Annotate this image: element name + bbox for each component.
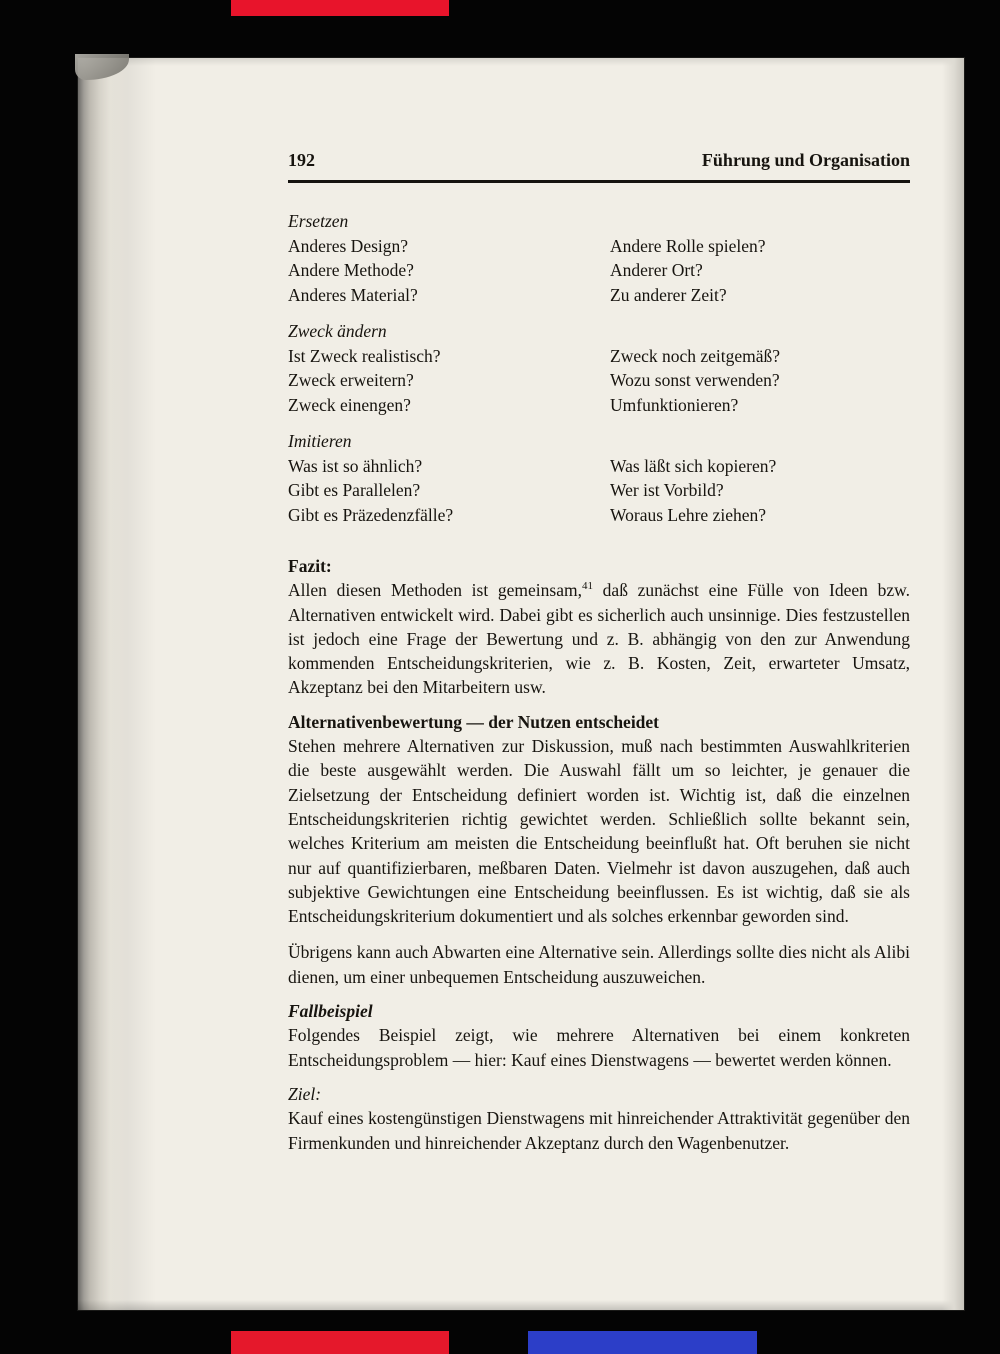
list-item: Zu anderer Zeit? xyxy=(610,284,727,305)
alternativenbewertung-heading: Alternativenbewertung — der Nutzen entscheidet xyxy=(288,711,660,732)
idea-list-left xyxy=(288,344,610,418)
book-page xyxy=(78,58,964,1310)
list-item: Gibt es Präzedenzfälle? xyxy=(288,504,454,525)
red-strip-top xyxy=(231,0,449,16)
list-item: Wer ist Vorbild? xyxy=(610,480,724,500)
list-item: Anderer Ort? xyxy=(610,260,703,280)
section-ersetzen xyxy=(288,209,910,307)
idea-list-left xyxy=(288,234,610,308)
page-content xyxy=(288,150,910,1155)
list-item: Was läßt sich kopieren? xyxy=(610,455,777,476)
blue-strip-bottom xyxy=(528,1331,757,1354)
section-alternativenbewertung xyxy=(288,710,910,989)
section-fallbeispiel xyxy=(288,999,910,1072)
idea-grid xyxy=(288,344,910,418)
fazit-paragraph xyxy=(288,578,910,699)
section-heading: Ersetzen xyxy=(288,211,349,231)
idea-list-left xyxy=(288,454,610,528)
idea-grid xyxy=(288,234,910,308)
section-fazit xyxy=(288,554,910,700)
running-header-title: Führung und Organisation xyxy=(701,150,910,170)
fallbeispiel-heading: Fallbeispiel xyxy=(288,1001,373,1022)
list-item: Zweck einengen? xyxy=(288,394,411,415)
idea-list-right xyxy=(610,234,910,308)
footnote-marker: 41 xyxy=(581,580,593,593)
ziel-paragraph: Kauf eines kostengünstigen Dienstwagens mit hinreichender Attraktivität gegenüber den Firmenkunden und hinreichender Akzeptanz durch den Wagenbenutzer. xyxy=(288,1108,910,1153)
list-item: Ist Zweck realistisch? xyxy=(288,345,441,366)
list-item: Wozu sonst verwenden? xyxy=(610,370,780,390)
list-item: Andere Methode? xyxy=(288,260,414,280)
fazit-heading: Fazit: xyxy=(288,556,332,576)
ziel-heading: Ziel: xyxy=(288,1083,322,1104)
running-header xyxy=(288,150,910,183)
idea-grid xyxy=(288,454,910,528)
alternativenbewertung-paragraph: Stehen mehrere Alternativen zur Diskussion, muß nach bestimmten Auswahlkriterien die beste ausgewählt werden. Die Auswahl fällt um so leichter, je genauer die Zielsetzung der Entscheidung definiert worden ist. Wichtig ist, daß die einzelnen Entscheidungskriterien richtig gewichtet werden. Schließlich sollte bekannt sein, welches Kriterium am meisten die Entscheidung beeinflußt hat. Oft beruhen sie nicht nur auf quantifizierbaren, meßbaren Daten. Vielmehr ist davon auszugehen, daß auch subjektive Gewichtungen eine Entscheidung beeinflussen. Es ist wichtig, daß sie als Entscheidungskriterium dokumentiert und als solches erkennbar geworden sind. xyxy=(288,736,910,927)
fallbeispiel-paragraph: Folgendes Beispiel zeigt, wie mehrere Alternativen bei einem konkreten Entscheidungsproblem — hier: Kauf eines Dienstwagens — bewertet werden können. xyxy=(288,1025,910,1070)
page-number: 192 xyxy=(288,150,315,170)
list-item: Andere Rolle spielen? xyxy=(610,235,766,256)
section-heading: Imitieren xyxy=(288,431,352,451)
fazit-text-post: daß zunächst eine Fülle von Ideen bzw. Alternativen entwickelt wird. Dabei gibt es sicherlich auch unsinnige. Dies festzustellen ist jedoch eine Frage der Bewertung und z. B. abhängig von den zur Anwendung kommenden Entscheidungskriterien, wie z. B. Kosten, Zeit, erwarteter Umsatz, Akzeptanz bei den Mitarbeitern usw. xyxy=(288,580,910,698)
idea-list-right xyxy=(610,454,910,528)
section-ziel xyxy=(288,1082,910,1155)
list-item: Umfunktionieren? xyxy=(610,394,739,415)
section-imitieren xyxy=(288,429,910,527)
page-curl xyxy=(75,54,129,80)
idea-list-right xyxy=(610,344,910,418)
list-item: Zweck erweitern? xyxy=(288,370,414,390)
list-item: Was ist so ähnlich? xyxy=(288,455,423,476)
list-item: Gibt es Parallelen? xyxy=(288,480,421,500)
section-zweck-aendern xyxy=(288,319,910,417)
red-strip-bottom xyxy=(231,1331,449,1354)
list-item: Zweck noch zeitgemäß? xyxy=(610,345,781,366)
list-item: Anderes Design? xyxy=(288,235,409,256)
section-heading: Zweck ändern xyxy=(288,321,387,341)
list-item: Woraus Lehre ziehen? xyxy=(610,504,767,525)
abwarten-note-paragraph: Übrigens kann auch Abwarten eine Alternative sein. Allerdings sollte dies nicht als Alibi dienen, um einer unbequemen Entscheidung auszuweichen. xyxy=(288,942,910,987)
fazit-text-pre: Allen diesen Methoden ist gemeinsam, xyxy=(288,580,582,601)
list-item: Anderes Material? xyxy=(288,284,418,305)
